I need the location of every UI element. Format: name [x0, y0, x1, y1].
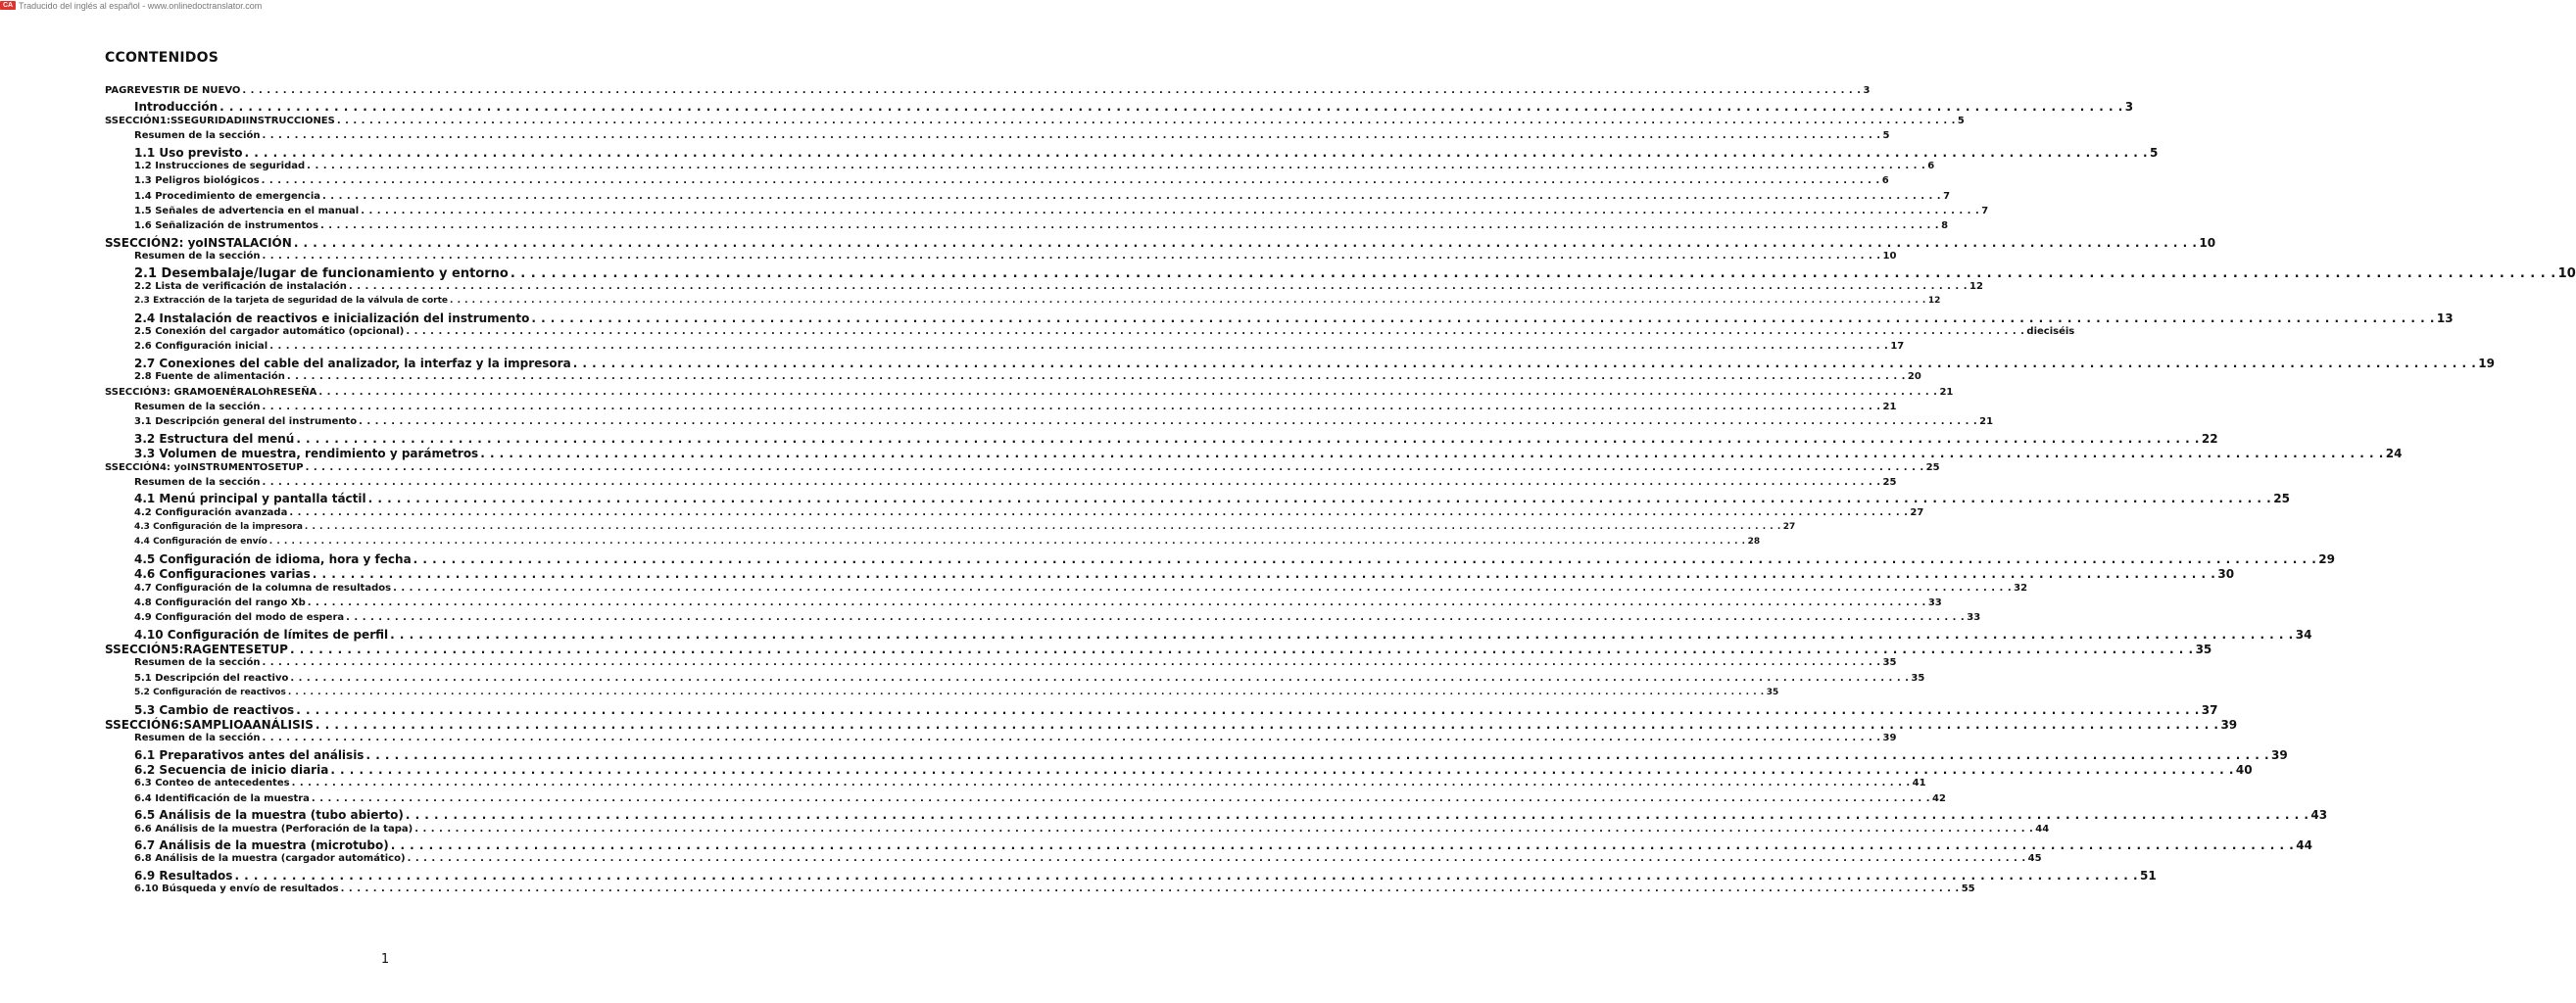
dot-leader: . . . . . . . . . . . . . . . . . . . . . . . . . . . . . . . . . . . . . . . . . . . . . . . . . . . . . . . . . . . . . . . . . . . . . . . . . . . . . . . . . . . . . . . . . . . . . . . . . . . . . . . . . . . . . . . . . . . . . . . . . . . . . . . . . . . . . . . . . . . . . . . . . . . . . . . . . . . . . . . . . . . . . . . . . . . . . . . . . . . . . . . . . . . . . . . . . . . . . . . .: [262, 657, 1881, 669]
dot-leader: . . . . . . . . . . . . . . . . . . . . . . . . . . . . . . . . . . . . . . . . . . . . . . . . . . . . . . . . . . . . . . . . . . . . . . . . . . . . . . . . . . . . . . . . . . . . . . . . . . . . . . . . . . . . . . . . . . . . . . . . . . . . . . . . . . . . . . . . . . . . . . . . . . . . . . . . . . . . . . . . . . . . . . . . . . . . . . . . . . . . . . . . . . . . . . . . . . . . . . . .: [262, 733, 1881, 744]
toc-entry-page: 55: [1961, 884, 1975, 895]
toc-entry-page: 41: [1912, 778, 1926, 789]
dot-leader: . . . . . . . . . . . . . . . . . . . . . . . . . . . . . . . . . . . . . . . . . . . . . . . . . . . . . . . . . . . . . . . . . . . . . . . . . . . . . . . . . . . . . . . . . . . . . . . . . . . . . . . . . . . . . . . . . . . . . . . . . . . . . . . . . . . . . . . . . . . . . . . . . . . . . . . . . . . . . . . . . . . . . . . . . . . . . . . . . . . . . . . . . . . . . . . . . . . . . . . .: [293, 235, 2198, 250]
toc-entry-page: 51: [2140, 868, 2157, 883]
dot-leader: . . . . . . . . . . . . . . . . . . . . . . . . . . . . . . . . . . . . . . . . . . . . . . . . . . . . . . . . . . . . . . . . . . . . . . . . . . . . . . . . . . . . . . . . . . . . . . . . . . . . . . . . . . . . . . . . . . . . . . . . . . . . . . . . . . . . . . . . . . . . . . . . . . . . . . . . . . . . . . . . . . . . . . . . . . . . . . . . . . . . . . . . . . . . . . . . . . . . . . . .: [262, 130, 1881, 142]
dot-leader: . . . . . . . . . . . . . . . . . . . . . . . . . . . . . . . . . . . . . . . . . . . . . . . . . . . . . . . . . . . . . . . . . . . . . . . . . . . . . . . . . . . . . . . . . . . . . . . . . . . . . . . . . . . . . . . . . . . . . . . . . . . . . . . . . . . . . . . . . . . . . . . . . . . . . . . . . . . . . . . . . . . . . . . . . . . . . . . . . . . . . . . . . . . . . . . . . . . . . . . .: [268, 537, 1746, 548]
toc-entry[interactable]: [134, 100, 2134, 115]
toc-entry-label: SSECCIÓN1:SSEGURIDADIINSTRUCCIONES: [105, 115, 335, 126]
toc-entry-label: 4.10 Configuración de límites de perfil: [134, 627, 389, 642]
dot-leader: . . . . . . . . . . . . . . . . . . . . . . . . . . . . . . . . . . . . . . . . . . . . . . . . . . . . . . . . . . . . . . . . . . . . . . . . . . . . . . . . . . . . . . . . . . . . . . . . . . . . . . . . . . . . . . . . . . . . . . . . . . . . . . . . . . . . . . . . . . . . . . . . . . . . . . . . . . . . . . . . . . . . . . . . . . . . . . . . . . . . . . . . . . . . . . . . . . . . . . . .: [390, 838, 2295, 852]
toc-entry-label: 3.2 Estructura del menú: [134, 431, 295, 446]
toc-entry[interactable]: [134, 265, 2576, 281]
dot-leader: . . . . . . . . . . . . . . . . . . . . . . . . . . . . . . . . . . . . . . . . . . . . . . . . . . . . . . . . . . . . . . . . . . . . . . . . . . . . . . . . . . . . . . . . . . . . . . . . . . . . . . . . . . . . . . . . . . . . . . . . . . . . . . . . . . . . . . . . . . . . . . . . . . . . . . . . . . . . . . . . . . . . . . . . . . . . . . . . . . . . . . . . . . . . . . . . . . . . . . . .: [315, 717, 2219, 732]
toc-entry-page: 29: [2318, 551, 2335, 566]
toc-entry[interactable]: [105, 643, 2212, 657]
page-title: CCONTENIDOS: [105, 50, 219, 66]
toc-entry[interactable]: [134, 838, 2312, 852]
toc-entry-page: 39: [2271, 747, 2288, 762]
toc-entry[interactable]: [105, 386, 1954, 398]
dot-leader: . . . . . . . . . . . . . . . . . . . . . . . . . . . . . . . . . . . . . . . . . . . . . . . . . . . . . . . . . . . . . . . . . . . . . . . . . . . . . . . . . . . . . . . . . . . . . . . . . . . . . . . . . . . . . . . . . . . . . . . . . . . . . . . . . . . . . . . . . . . . . . . . . . . . . . . . . . . . . . . . . . . . . . . . . . . . . . . . . . . . . . . . . . . . . . . . . . . . . . . .: [348, 280, 1968, 292]
toc-entry-page: 44: [2035, 823, 2050, 835]
toc-entry-label: 2.2 Lista de verificación de instalación: [134, 280, 347, 292]
toc-entry-page: 35: [1766, 688, 1779, 698]
dot-leader: . . . . . . . . . . . . . . . . . . . . . . . . . . . . . . . . . . . . . . . . . . . . . . . . . . . . . . . . . . . . . . . . . . . . . . . . . . . . . . . . . . . . . . . . . . . . . . . . . . . . . . . . . . . . . . . . . . . . . . . . . . . . . . . . . . . . . . . . . . . . . . . . . . . . . . . . . . . . . . . . . . . . . . . . . . . . . . . . . . . . . . . . . . . . . . . . . . . . . . . .: [413, 551, 2317, 566]
toc-entry-page: 21: [1939, 386, 1954, 398]
dot-leader: . . . . . . . . . . . . . . . . . . . . . . . . . . . . . . . . . . . . . . . . . . . . . . . . . . . . . . . . . . . . . . . . . . . . . . . . . . . . . . . . . . . . . . . . . . . . . . . . . . . . . . . . . . . . . . . . . . . . . . . . . . . . . . . . . . . . . . . . . . . . . . . . . . . . . . . . . . . . . . . . . . . . . . . . . . . . . . . . . . . . . . . . . . . . . . . . . . . . . . . .: [296, 431, 2200, 446]
dot-leader: . . . . . . . . . . . . . . . . . . . . . . . . . . . . . . . . . . . . . . . . . . . . . . . . . . . . . . . . . . . . . . . . . . . . . . . . . . . . . . . . . . . . . . . . . . . . . . . . . . . . . . . . . . . . . . . . . . . . . . . . . . . . . . . . . . . . . . . . . . . . . . . . . . . . . . . . . . . . . . . . . . . . . . . . . . . . . . . . . . . . . . . . . . . . . . . . . . . . . . . .: [319, 220, 1940, 232]
toc-entry-label: 6.4 Identificación de la muestra: [134, 792, 310, 804]
toc-entry-label: 6.5 Análisis de la muestra (tubo abierto): [134, 808, 404, 823]
toc-entry-page: 44: [2296, 838, 2312, 852]
toc-entry-label: SSECCIÓN2: yoINSTALACIÓN: [105, 235, 292, 250]
dot-leader: . . . . . . . . . . . . . . . . . . . . . . . . . . . . . . . . . . . . . . . . . . . . . . . . . . . . . . . . . . . . . . . . . . . . . . . . . . . . . . . . . . . . . . . . . . . . . . . . . . . . . . . . . . . . . . . . . . . . . . . . . . . . . . . . . . . . . . . . . . . . . . . . . . . . . . . . . . . . . . . . . . . . . . . . . . . . . . . . . . . . . . . . . . . . . . . . . . . . . . . .: [290, 672, 1910, 684]
dot-leader: . . . . . . . . . . . . . . . . . . . . . . . . . . . . . . . . . . . . . . . . . . . . . . . . . . . . . . . . . . . . . . . . . . . . . . . . . . . . . . . . . . . . . . . . . . . . . . . . . . . . . . . . . . . . . . . . . . . . . . . . . . . . . . . . . . . . . . . . . . . . . . . . . . . . . . . . . . . . . . . . . . . . . . . . . . . . . . . . . . . . . . . . . . . . . . . . . . . . . . . .: [406, 326, 2025, 338]
dot-leader: . . . . . . . . . . . . . . . . . . . . . . . . . . . . . . . . . . . . . . . . . . . . . . . . . . . . . . . . . . . . . . . . . . . . . . . . . . . . . . . . . . . . . . . . . . . . . . . . . . . . . . . . . . . . . . . . . . . . . . . . . . . . . . . . . . . . . . . . . . . . . . . . . . . . . . . . . . . . . . . . . . . . . . . . . . . . . . . . . . . . . . . . . . . . . . . . . . . . . . . .: [262, 401, 1881, 412]
toc-entry-page: 20: [1907, 371, 1921, 383]
toc-entry-label: 1.4 Procedimiento de emergencia: [134, 190, 321, 202]
toc-entry[interactable]: [134, 506, 1924, 518]
dot-leader: . . . . . . . . . . . . . . . . . . . . . . . . . . . . . . . . . . . . . . . . . . . . . . . . . . . . . . . . . . . . . . . . . . . . . . . . . . . . . . . . . . . . . . . . . . . . . . . . . . . . . . . . . . . . . . . . . . . . . . . . . . . . . . . . . . . . . . . . . . . . . . . . . . . . . . . . . . . . . . . . . . . . . . . . . . . . . . . . . . . . . . . . . . . . . . . . . . . . . . . .: [450, 296, 1926, 307]
toc-entry-label: 1.6 Señalización de instrumentos: [134, 220, 318, 232]
toc-entry-label: 6.10 Búsqueda y envío de resultados: [134, 884, 339, 895]
toc-entry-page: 39: [1882, 733, 1897, 744]
toc-entry[interactable]: [134, 567, 2235, 582]
toc-entry[interactable]: [134, 220, 1949, 232]
toc-entry-label: Resumen de la sección: [134, 476, 261, 488]
dot-leader: . . . . . . . . . . . . . . . . . . . . . . . . . . . . . . . . . . . . . . . . . . . . . . . . . . . . . . . . . . . . . . . . . . . . . . . . . . . . . . . . . . . . . . . . . . . . . . . . . . . . . . . . . . . . . . . . . . . . . . . . . . . . . . . . . . . . . . . . . . . . . . . . . . . . . . . . . . . . . . . . . . . . . . . . . . . . . . . . . . . . . . . . . . . . . . . . . . . . . . . .: [336, 115, 1956, 126]
toc-entry-label: 4.9 Configuración del modo de espera: [134, 612, 345, 624]
toc-entry-label: 6.8 Análisis de la muestra (cargador automático): [134, 853, 406, 865]
toc-entry-label: 6.1 Preparativos antes del análisis: [134, 747, 365, 762]
toc-entry-page: 42: [1932, 792, 1946, 804]
toc-entry-page: 12: [1969, 280, 1983, 292]
toc-entry[interactable]: [105, 461, 1940, 473]
toc-entry-page: 24: [2385, 447, 2403, 461]
toc-entry-label: 2.1 Desembalaje/lugar de funcionamiento y entorno: [134, 265, 509, 281]
toc-entry-label: 6.7 Análisis de la muestra (microtubo): [134, 838, 389, 852]
toc-entry[interactable]: [105, 115, 1965, 126]
toc-entry-label: 1.2 Instrucciones de seguridad: [134, 160, 306, 171]
toc-entry-label: 4.2 Configuración avanzada: [134, 506, 288, 518]
dot-leader: . . . . . . . . . . . . . . . . . . . . . . . . . . . . . . . . . . . . . . . . . . . . . . . . . . . . . . . . . . . . . . . . . . . . . . . . . . . . . . . . . . . . . . . . . . . . . . . . . . . . . . . . . . . . . . . . . . . . . . . . . . . . . . . . . . . . . . . . . . . . . . . . . . . . . . . . . . . . . . . . . . . . . . . . . . . . . . . . . . . . . . . . . . . . . . . . . . . . . . . .: [407, 853, 2026, 865]
dot-leader: . . . . . . . . . . . . . . . . . . . . . . . . . . . . . . . . . . . . . . . . . . . . . . . . . . . . . . . . . . . . . . . . . . . . . . . . . . . . . . . . . . . . . . . . . . . . . . . . . . . . . . . . . . . . . . . . . . . . . . . . . . . . . . . . . . . . . . . . . . . . . . . . . . . . . . . . . . . . . . . . . . . . . . . . . . . . . . . . . . . . . . . . . . . . . . . . . . . . . . . .: [405, 808, 2309, 823]
toc-entry-label: 4.1 Menú principal y pantalla táctil: [134, 492, 366, 506]
dot-leader: . . . . . . . . . . . . . . . . . . . . . . . . . . . . . . . . . . . . . . . . . . . . . . . . . . . . . . . . . . . . . . . . . . . . . . . . . . . . . . . . . . . . . . . . . . . . . . . . . . . . . . . . . . . . . . . . . . . . . . . . . . . . . . . . . . . . . . . . . . . . . . . . . . . . . . . . . . . . . . . . . . . . . . . . . . . . . . . . . . . . . . . . . . . . . . . . . . . . . . . .: [289, 643, 2194, 657]
toc-entry-label: 1.3 Peligros biológicos: [134, 175, 260, 187]
toc-entry-label: Resumen de la sección: [134, 657, 261, 669]
toc-entry-page: 34: [2295, 627, 2312, 642]
page-number: 1: [380, 952, 390, 967]
toc-entry-label: Resumen de la sección: [134, 251, 261, 263]
toc-entry[interactable]: [134, 431, 2218, 446]
toc-entry-label: 5.1 Descripción del reactivo: [134, 672, 289, 684]
toc-entry-page: 21: [1979, 416, 1994, 428]
toc-entry-label: Resumen de la sección: [134, 130, 261, 142]
toc-entry-page: 35: [2195, 643, 2212, 657]
dot-leader: . . . . . . . . . . . . . . . . . . . . . . . . . . . . . . . . . . . . . . . . . . . . . . . . . . . . . . . . . . . . . . . . . . . . . . . . . . . . . . . . . . . . . . . . . . . . . . . . . . . . . . . . . . . . . . . . . . . . . . . . . . . . . . . . . . . . . . . . . . . . . . . . . . . . . . . . . . . . . . . . . . . . . . . . . . . . . . . . . . . . . . . . . . . . . . . . . . . . . . . .: [244, 145, 2149, 160]
toc-entry-label: SSECCIÓN3: GRAMOENÉRALOhRESEÑA: [105, 386, 317, 398]
toc-entry[interactable]: [134, 175, 1889, 187]
toc-entry-page: 12: [1927, 296, 1941, 307]
toc-entry[interactable]: [134, 190, 1951, 202]
toc-entry[interactable]: [134, 884, 1975, 895]
dot-leader: . . . . . . . . . . . . . . . . . . . . . . . . . . . . . . . . . . . . . . . . . . . . . . . . . . . . . . . . . . . . . . . . . . . . . . . . . . . . . . . . . . . . . . . . . . . . . . . . . . . . . . . . . . . . . . . . . . . . . . . . . . . . . . . . . . . . . . . . . . . . . . . . . . . . . . . . . . . . . . . . . . . . . . . . . . . . . . . . . . . . . . . . . . . . . . . . . . . . . . . .: [262, 476, 1881, 488]
dot-leader: . . . . . . . . . . . . . . . . . . . . . . . . . . . . . . . . . . . . . . . . . . . . . . . . . . . . . . . . . . . . . . . . . . . . . . . . . . . . . . . . . . . . . . . . . . . . . . . . . . . . . . . . . . . . . . . . . . . . . . . . . . . . . . . . . . . . . . . . . . . . . . . . . . . . . . . . . . . . . . . . . . . . . . . . . . . . . . . . . . . . . . . . . . . . . . . . . . . . . . . .: [480, 447, 2384, 461]
toc-entry[interactable]: [134, 792, 1946, 804]
toc-entry-page: 13: [2436, 310, 2454, 325]
toc-entry[interactable]: [134, 296, 1941, 307]
toc-entry[interactable]: [105, 85, 1871, 96]
toc-entry-label: SSECCIÓN5:RAGENTESETUP: [105, 643, 288, 657]
dot-leader: . . . . . . . . . . . . . . . . . . . . . . . . . . . . . . . . . . . . . . . . . . . . . . . . . . . . . . . . . . . . . . . . . . . . . . . . . . . . . . . . . . . . . . . . . . . . . . . . . . . . . . . . . . . . . . . . . . . . . . . . . . . . . . . . . . . . . . . . . . . . . . . . . . . . . . . . . . . . . . . . . . . . . . . . . . . . . . . . . . . . . . . . . . . . . . . . . . . . . . . .: [414, 823, 2034, 835]
toc-entry-label: Resumen de la sección: [134, 401, 261, 412]
dot-leader: . . . . . . . . . . . . . . . . . . . . . . . . . . . . . . . . . . . . . . . . . . . . . . . . . . . . . . . . . . . . . . . . . . . . . . . . . . . . . . . . . . . . . . . . . . . . . . . . . . . . . . . . . . . . . . . . . . . . . . . . . . . . . . . . . . . . . . . . . . . . . . . . . . . . . . . . . . . . . . . . . . . . . . . . . . . . . . . . . . . . . . . . . . . . . . . . . . . . . . . .: [365, 747, 2270, 762]
toc-entry-page: 37: [2201, 702, 2218, 717]
toc-entry-page: 6: [1927, 160, 1935, 171]
dot-leader: . . . . . . . . . . . . . . . . . . . . . . . . . . . . . . . . . . . . . . . . . . . . . . . . . . . . . . . . . . . . . . . . . . . . . . . . . . . . . . . . . . . . . . . . . . . . . . . . . . . . . . . . . . . . . . . . . . . . . . . . . . . . . . . . . . . . . . . . . . . . . . . . . . . . . . . . . . . . . . . . . . . . . . . . . . . . . . . . . . . . . . . . . . . . . . . . . . . . . . . .: [307, 160, 1926, 171]
dot-leader: . . . . . . . . . . . . . . . . . . . . . . . . . . . . . . . . . . . . . . . . . . . . . . . . . . . . . . . . . . . . . . . . . . . . . . . . . . . . . . . . . . . . . . . . . . . . . . . . . . . . . . . . . . . . . . . . . . . . . . . . . . . . . . . . . . . . . . . . . . . . . . . . . . . . . . . . . . . . . . . . . . . . . . . . . . . . . . . . . . . . . . . . . . . . . . . . . . . . . . . .: [367, 492, 2272, 506]
dot-leader: . . . . . . . . . . . . . . . . . . . . . . . . . . . . . . . . . . . . . . . . . . . . . . . . . . . . . . . . . . . . . . . . . . . . . . . . . . . . . . . . . . . . . . . . . . . . . . . . . . . . . . . . . . . . . . . . . . . . . . . . . . . . . . . . . . . . . . . . . . . . . . . . . . . . . . . . . . . . . . . . . . . . . . . . . . . . . . . . . . . . . . . . . . . . . . . . . . . . . . . .: [262, 251, 1881, 263]
dot-leader: . . . . . . . . . . . . . . . . . . . . . . . . . . . . . . . . . . . . . . . . . . . . . . . . . . . . . . . . . . . . . . . . . . . . . . . . . . . . . . . . . . . . . . . . . . . . . . . . . . . . . . . . . . . . . . . . . . . . . . . . . . . . . . . . . . . . . . . . . . . . . . . . . . . . . . . . . . . . . . . . . . . . . . . . . . . . . . . . . . . . . . . . . . . . . . . . . . . . . . . .: [390, 627, 2294, 642]
toc-entry-label: 2.4 Instalación de reactivos e inicialización del instrumento: [134, 310, 530, 325]
toc-entry-label: 6.9 Resultados: [134, 868, 233, 883]
toc-entry[interactable]: [134, 537, 1761, 548]
toc-entry[interactable]: [134, 808, 2328, 823]
dot-leader: . . . . . . . . . . . . . . . . . . . . . . . . . . . . . . . . . . . . . . . . . . . . . . . . . . . . . . . . . . . . . . . . . . . . . . . . . . . . . . . . . . . . . . . . . . . . . . . . . . . . . . . . . . . . . . . . . . . . . . . . . . . . . . . . . . . . . . . . . . . . . . . . . . . . . . . . . . . . . . . . . . . . . . . . . . . . . . . . . . . . . . . . . . . . . . . . . . . . . . . .: [346, 612, 1966, 624]
toc-entry[interactable]: [134, 823, 2050, 835]
toc-entry-label: PAGREVESTIR DE NUEVO: [105, 85, 241, 96]
toc-entry-label: 6.2 Secuencia de inicio diaria: [134, 763, 329, 778]
dot-leader: . . . . . . . . . . . . . . . . . . . . . . . . . . . . . . . . . . . . . . . . . . . . . . . . . . . . . . . . . . . . . . . . . . . . . . . . . . . . . . . . . . . . . . . . . . . . . . . . . . . . . . . . . . . . . . . . . . . . . . . . . . . . . . . . . . . . . . . . . . . . . . . . . . . . . . . . . . . . . . . . . . . . . . . . . . . . . . . . . . . . . . . . . . . . . . . . . . . . . . . .: [269, 341, 1889, 353]
toc-entry-page: 25: [2273, 492, 2290, 506]
toc-entry-page: 27: [1782, 522, 1796, 533]
toc-entry-page: 5: [1882, 130, 1890, 142]
dot-leader: . . . . . . . . . . . . . . . . . . . . . . . . . . . . . . . . . . . . . . . . . . . . . . . . . . . . . . . . . . . . . . . . . . . . . . . . . . . . . . . . . . . . . . . . . . . . . . . . . . . . . . . . . . . . . . . . . . . . . . . . . . . . . . . . . . . . . . . . . . . . . . . . . . . . . . . . . . . . . . . . . . . . . . . . . . . . . . . . . . . . . . . . . . . . . . . . . . . . . . . .: [219, 100, 2123, 115]
toc-entry-label: Resumen de la sección: [134, 733, 261, 744]
toc-entry[interactable]: [134, 733, 1897, 744]
toc-entry-page: 7: [1981, 206, 1989, 217]
toc-entry-label: 1.5 Señales de advertencia en el manual: [134, 206, 360, 217]
toc-entry-page: 43: [2310, 808, 2328, 823]
toc-entry-label: 4.4 Configuración de envío: [134, 537, 267, 548]
translation-banner-text: Traducido del inglés al español - www.onlinedoctranslator.com: [19, 0, 263, 11]
toc-entry-page: 33: [1927, 597, 1942, 608]
toc-entry[interactable]: [134, 371, 1921, 383]
toc-entry[interactable]: [134, 868, 2157, 883]
toc-entry-page: 7: [1943, 190, 1951, 202]
toc-entry[interactable]: [105, 235, 2216, 250]
toc-entry[interactable]: [134, 356, 2495, 370]
toc-entry-label: 6.6 Análisis de la muestra (Perforación de la tapa): [134, 823, 413, 835]
toc-entry-label: 2.3 Extracción de la tarjeta de seguridad de la válvula de corte: [134, 296, 449, 307]
dot-leader: . . . . . . . . . . . . . . . . . . . . . . . . . . . . . . . . . . . . . . . . . . . . . . . . . . . . . . . . . . . . . . . . . . . . . . . . . . . . . . . . . . . . . . . . . . . . . . . . . . . . . . . . . . . . . . . . . . . . . . . . . . . . . . . . . . . . . . . . . . . . . . . . . . . . . . . . . . . . . . . . . . . . . . . . . . . . . . . . . . . . . . . . . . . . . . . . . . . . . . . .: [234, 868, 2139, 883]
toc-entry-page: 45: [2027, 853, 2042, 865]
toc-entry-page: 5: [2150, 145, 2159, 160]
toc-entry-label: 4.6 Configuraciones varias: [134, 567, 311, 582]
toc-entry-page: 22: [2201, 431, 2218, 446]
toc-entry-label: 4.7 Configuración de la columna de resultados: [134, 582, 392, 594]
toc-entry-page: 28: [1747, 537, 1761, 548]
toc-entry[interactable]: [134, 206, 1989, 217]
toc-entry[interactable]: [134, 280, 1983, 292]
dot-leader: . . . . . . . . . . . . . . . . . . . . . . . . . . . . . . . . . . . . . . . . . . . . . . . . . . . . . . . . . . . . . . . . . . . . . . . . . . . . . . . . . . . . . . . . . . . . . . . . . . . . . . . . . . . . . . . . . . . . . . . . . . . . . . . . . . . . . . . . . . . . . . . . . . . . . . . . . . . . . . . . . . . . . . . . . . . . . . . . . . . . . . . . . . . . . . . . . . . . . . . .: [291, 778, 1911, 789]
dot-leader: . . . . . . . . . . . . . . . . . . . . . . . . . . . . . . . . . . . . . . . . . . . . . . . . . . . . . . . . . . . . . . . . . . . . . . . . . . . . . . . . . . . . . . . . . . . . . . . . . . . . . . . . . . . . . . . . . . . . . . . . . . . . . . . . . . . . . . . . . . . . . . . . . . . . . . . . . . . . . . . . . . . . . . . . . . . . . . . . . . . . . . . . . . . . . . . . . . . . . . . .: [289, 506, 1909, 518]
dot-leader: . . . . . . . . . . . . . . . . . . . . . . . . . . . . . . . . . . . . . . . . . . . . . . . . . . . . . . . . . . . . . . . . . . . . . . . . . . . . . . . . . . . . . . . . . . . . . . . . . . . . . . . . . . . . . . . . . . . . . . . . . . . . . . . . . . . . . . . . . . . . . . . . . . . . . . . . . . . . . . . . . . . . . . . . . . . . . . . . . . . . . . . . . . . . . . . . . . . . . . . .: [311, 792, 1930, 804]
translation-banner: [0, 0, 262, 11]
toc-entry-label: SSECCIÓN4: yoINSTRUMENTOSETUP: [105, 461, 304, 473]
toc-entry-label: Introducción: [134, 100, 219, 115]
toc-entry-page: 17: [1890, 341, 1905, 353]
toc-entry[interactable]: [134, 401, 1897, 412]
toc-entry-label: 2.6 Configuración inicial: [134, 341, 268, 353]
dot-leader: . . . . . . . . . . . . . . . . . . . . . . . . . . . . . . . . . . . . . . . . . . . . . . . . . . . . . . . . . . . . . . . . . . . . . . . . . . . . . . . . . . . . . . . . . . . . . . . . . . . . . . . . . . . . . . . . . . . . . . . . . . . . . . . . . . . . . . . . . . . . . . . . . . . . . . . . . . . . . . . . . . . . . . . . . . . . . . . . . . . . . . . . . . . . . . . . . . . . . . . .: [318, 386, 1938, 398]
toc-entry-page: 3: [1863, 85, 1871, 96]
toc-entry-page: 21: [1882, 401, 1897, 412]
toc-entry-label: 5.2 Configuración de reactivos: [134, 688, 286, 698]
toc-entry-page: 3: [2124, 100, 2134, 115]
dot-leader: . . . . . . . . . . . . . . . . . . . . . . . . . . . . . . . . . . . . . . . . . . . . . . . . . . . . . . . . . . . . . . . . . . . . . . . . . . . . . . . . . . . . . . . . . . . . . . . . . . . . . . . . . . . . . . . . . . . . . . . . . . . . . . . . . . . . . . . . . . . . . . . . . . . . . . . . . . . . . . . . . . . . . . . . . . . . . . . . . . . . . . . . . . . . . . . . . . . . . . . .: [305, 461, 1924, 473]
toc-entry[interactable]: [134, 522, 1796, 533]
toc-entry-page: 19: [2478, 356, 2495, 370]
toc-entry[interactable]: [134, 672, 1925, 684]
dot-leader: . . . . . . . . . . . . . . . . . . . . . . . . . . . . . . . . . . . . . . . . . . . . . . . . . . . . . . . . . . . . . . . . . . . . . . . . . . . . . . . . . . . . . . . . . . . . . . . . . . . . . . . . . . . . . . . . . . . . . . . . . . . . . . . . . . . . . . . . . . . . . . . . . . . . . . . . . . . . . . . . . . . . . . . . . . . . . . . . . . . . . . . . . . . . . . . . . . . . . . . .: [296, 702, 2200, 717]
toc-entry-page: 27: [1910, 506, 1924, 518]
dot-leader: . . . . . . . . . . . . . . . . . . . . . . . . . . . . . . . . . . . . . . . . . . . . . . . . . . . . . . . . . . . . . . . . . . . . . . . . . . . . . . . . . . . . . . . . . . . . . . . . . . . . . . . . . . . . . . . . . . . . . . . . . . . . . . . . . . . . . . . . . . . . . . . . . . . . . . . . . . . . . . . . . . . . . . . . . . . . . . . . . . . . . . . . . . . . . . . . . . . . . . . .: [242, 85, 1862, 96]
toc-entry-label: 2.8 Fuente de alimentación: [134, 371, 285, 383]
toc-entry-label: 2.5 Conexión del cargador automático (opcional): [134, 326, 405, 338]
toc-entry-label: 2.7 Conexiones del cable del analizador, la interfaz y la impresora: [134, 356, 571, 370]
toc-entry[interactable]: [134, 763, 2253, 778]
toc-entry-page: 33: [1967, 612, 1981, 624]
toc-entry-label: 4.3 Configuración de la impresora: [134, 522, 303, 533]
toc-entry[interactable]: [134, 145, 2159, 160]
toc-entry[interactable]: [134, 130, 1890, 142]
dot-leader: . . . . . . . . . . . . . . . . . . . . . . . . . . . . . . . . . . . . . . . . . . . . . . . . . . . . . . . . . . . . . . . . . . . . . . . . . . . . . . . . . . . . . . . . . . . . . . . . . . . . . . . . . . . . . . . . . . . . . . . . . . . . . . . . . . . . . . . . . . . . . . . . . . . . . . . . . . . . . . . . . . . . . . . . . . . . . . . . . . . . . . . . . . . . . . . . . . . . . . . .: [330, 763, 2234, 778]
toc-entry-label: 6.3 Conteo de antecedentes: [134, 778, 290, 789]
toc-entry[interactable]: [134, 597, 1942, 608]
toc-entry-page: 39: [2220, 717, 2238, 732]
toc-entry-label: 5.3 Cambio de reactivos: [134, 702, 295, 717]
toc-entry-page: 25: [1882, 476, 1897, 488]
toc-entry-page: 35: [1911, 672, 1925, 684]
dot-leader: . . . . . . . . . . . . . . . . . . . . . . . . . . . . . . . . . . . . . . . . . . . . . . . . . . . . . . . . . . . . . . . . . . . . . . . . . . . . . . . . . . . . . . . . . . . . . . . . . . . . . . . . . . . . . . . . . . . . . . . . . . . . . . . . . . . . . . . . . . . . . . . . . . . . . . . . . . . . . . . . . . . . . . . . . . . . . . . . . . . . . . . . . . . . . . . . . . . . . . . .: [361, 206, 1980, 217]
toc-entry-page: 35: [1882, 657, 1897, 669]
toc-entry-page: dieciséis: [2026, 326, 2075, 338]
toc-entry-page: 5: [1957, 115, 1965, 126]
toc-entry-page: 32: [2014, 582, 2028, 594]
toc-entry-page: 10: [2199, 235, 2216, 250]
dot-leader: . . . . . . . . . . . . . . . . . . . . . . . . . . . . . . . . . . . . . . . . . . . . . . . . . . . . . . . . . . . . . . . . . . . . . . . . . . . . . . . . . . . . . . . . . . . . . . . . . . . . . . . . . . . . . . . . . . . . . . . . . . . . . . . . . . . . . . . . . . . . . . . . . . . . . . . . . . . . . . . . . . . . . . . . . . . . . . . . . . . . . . . . . . . . . . . . . . . . . . . .: [286, 371, 1906, 383]
dot-leader: . . . . . . . . . . . . . . . . . . . . . . . . . . . . . . . . . . . . . . . . . . . . . . . . . . . . . . . . . . . . . . . . . . . . . . . . . . . . . . . . . . . . . . . . . . . . . . . . . . . . . . . . . . . . . . . . . . . . . . . . . . . . . . . . . . . . . . . . . . . . . . . . . . . . . . . . . . . . . . . . . . . . . . . . . . . . . . . . . . . . . . . . . . . . . . . . . . . . . . . .: [312, 567, 2216, 582]
dot-leader: . . . . . . . . . . . . . . . . . . . . . . . . . . . . . . . . . . . . . . . . . . . . . . . . . . . . . . . . . . . . . . . . . . . . . . . . . . . . . . . . . . . . . . . . . . . . . . . . . . . . . . . . . . . . . . . . . . . . . . . . . . . . . . . . . . . . . . . . . . . . . . . . . . . . . . . . . . . . . . . . . . . . . . . . . . . . . . . . . . . . . . . . . . . . . . . . . . . . . . . .: [572, 356, 2477, 370]
toc-entry-page: 30: [2217, 567, 2235, 582]
toc-entry[interactable]: [134, 702, 2218, 717]
toc-entry[interactable]: [134, 492, 2290, 506]
dot-leader: . . . . . . . . . . . . . . . . . . . . . . . . . . . . . . . . . . . . . . . . . . . . . . . . . . . . . . . . . . . . . . . . . . . . . . . . . . . . . . . . . . . . . . . . . . . . . . . . . . . . . . . . . . . . . . . . . . . . . . . . . . . . . . . . . . . . . . . . . . . . . . . . . . . . . . . . . . . . . . . . . . . . . . . . . . . . . . . . . . . . . . . . . . . . . . . . . . . . . . . .: [510, 265, 2556, 281]
toc-entry-page: 10: [2557, 265, 2576, 281]
toc-entry[interactable]: [134, 627, 2312, 642]
toc-entry-label: 4.5 Configuración de idioma, hora y fecha: [134, 551, 412, 566]
toc-entry[interactable]: [134, 416, 1994, 428]
toc-entry[interactable]: [134, 310, 2454, 325]
toc-entry-page: 25: [1925, 461, 1940, 473]
dot-leader: . . . . . . . . . . . . . . . . . . . . . . . . . . . . . . . . . . . . . . . . . . . . . . . . . . . . . . . . . . . . . . . . . . . . . . . . . . . . . . . . . . . . . . . . . . . . . . . . . . . . . . . . . . . . . . . . . . . . . . . . . . . . . . . . . . . . . . . . . . . . . . . . . . . . . . . . . . . . . . . . . . . . . . . . . . . . . . . . . . . . . . . . . . . . . . . . . . . . . . . .: [531, 310, 2435, 325]
toc-entry[interactable]: [134, 341, 1905, 353]
toc-entry-page: 10: [1882, 251, 1897, 263]
toc-entry[interactable]: [134, 251, 1897, 263]
toc-entry[interactable]: [134, 582, 2028, 594]
toc-entry-page: 40: [2235, 763, 2253, 778]
toc-entry[interactable]: [134, 612, 1981, 624]
toc-entry[interactable]: [134, 778, 1926, 789]
toc-entry[interactable]: [134, 551, 2335, 566]
dot-leader: . . . . . . . . . . . . . . . . . . . . . . . . . . . . . . . . . . . . . . . . . . . . . . . . . . . . . . . . . . . . . . . . . . . . . . . . . . . . . . . . . . . . . . . . . . . . . . . . . . . . . . . . . . . . . . . . . . . . . . . . . . . . . . . . . . . . . . . . . . . . . . . . . . . . . . . . . . . . . . . . . . . . . . . . . . . . . . . . . . . . . . . . . . . . . . . . . . . . . . . .: [307, 597, 1926, 608]
dot-leader: . . . . . . . . . . . . . . . . . . . . . . . . . . . . . . . . . . . . . . . . . . . . . . . . . . . . . . . . . . . . . . . . . . . . . . . . . . . . . . . . . . . . . . . . . . . . . . . . . . . . . . . . . . . . . . . . . . . . . . . . . . . . . . . . . . . . . . . . . . . . . . . . . . . . . . . . . . . . . . . . . . . . . . . . . . . . . . . . . . . . . . . . . . . . . . . . . . . . . . . .: [359, 416, 1978, 428]
toc-entry-label: SSECCIÓN6:SAMPLIOAANÁLISIS: [105, 717, 314, 732]
toc-entry[interactable]: [134, 688, 1779, 698]
dot-leader: . . . . . . . . . . . . . . . . . . . . . . . . . . . . . . . . . . . . . . . . . . . . . . . . . . . . . . . . . . . . . . . . . . . . . . . . . . . . . . . . . . . . . . . . . . . . . . . . . . . . . . . . . . . . . . . . . . . . . . . . . . . . . . . . . . . . . . . . . . . . . . . . . . . . . . . . . . . . . . . . . . . . . . . . . . . . . . . . . . . . . . . . . . . . . . . . . . . . . . . .: [261, 175, 1880, 187]
toc-entry[interactable]: [134, 326, 2075, 338]
toc-entry[interactable]: [134, 657, 1897, 669]
toc-entry[interactable]: [105, 717, 2238, 732]
toc-entry-label: 4.8 Configuración del rango Xb: [134, 597, 306, 608]
dot-leader: . . . . . . . . . . . . . . . . . . . . . . . . . . . . . . . . . . . . . . . . . . . . . . . . . . . . . . . . . . . . . . . . . . . . . . . . . . . . . . . . . . . . . . . . . . . . . . . . . . . . . . . . . . . . . . . . . . . . . . . . . . . . . . . . . . . . . . . . . . . . . . . . . . . . . . . . . . . . . . . . . . . . . . . . . . . . . . . . . . . . . . . . . . . . . . . . . . . . . . . .: [304, 522, 1781, 533]
toc-entry-page: 8: [1941, 220, 1949, 232]
toc-entry[interactable]: [134, 853, 2042, 865]
dot-leader: . . . . . . . . . . . . . . . . . . . . . . . . . . . . . . . . . . . . . . . . . . . . . . . . . . . . . . . . . . . . . . . . . . . . . . . . . . . . . . . . . . . . . . . . . . . . . . . . . . . . . . . . . . . . . . . . . . . . . . . . . . . . . . . . . . . . . . . . . . . . . . . . . . . . . . . . . . . . . . . . . . . . . . . . . . . . . . . . . . . . . . . . . . . . . . . . . . . . . . . .: [340, 884, 1960, 895]
toc-entry[interactable]: [134, 160, 1935, 171]
toc-entry-page: 6: [1881, 175, 1889, 187]
dot-leader: . . . . . . . . . . . . . . . . . . . . . . . . . . . . . . . . . . . . . . . . . . . . . . . . . . . . . . . . . . . . . . . . . . . . . . . . . . . . . . . . . . . . . . . . . . . . . . . . . . . . . . . . . . . . . . . . . . . . . . . . . . . . . . . . . . . . . . . . . . . . . . . . . . . . . . . . . . . . . . . . . . . . . . . . . . . . . . . . . . . . . . . . . . . . . . . . . . . . . . . .: [287, 688, 1765, 698]
toc-entry[interactable]: [134, 747, 2288, 762]
translator-logo-icon: CA: [0, 1, 16, 10]
toc-entry-label: 3.3 Volumen de muestra, rendimiento y parámetros: [134, 447, 479, 461]
toc-entry-label: 1.1 Uso previsto: [134, 145, 243, 160]
toc-entry[interactable]: [134, 476, 1897, 488]
dot-leader: . . . . . . . . . . . . . . . . . . . . . . . . . . . . . . . . . . . . . . . . . . . . . . . . . . . . . . . . . . . . . . . . . . . . . . . . . . . . . . . . . . . . . . . . . . . . . . . . . . . . . . . . . . . . . . . . . . . . . . . . . . . . . . . . . . . . . . . . . . . . . . . . . . . . . . . . . . . . . . . . . . . . . . . . . . . . . . . . . . . . . . . . . . . . . . . . . . . . . . . .: [393, 582, 2013, 594]
dot-leader: . . . . . . . . . . . . . . . . . . . . . . . . . . . . . . . . . . . . . . . . . . . . . . . . . . . . . . . . . . . . . . . . . . . . . . . . . . . . . . . . . . . . . . . . . . . . . . . . . . . . . . . . . . . . . . . . . . . . . . . . . . . . . . . . . . . . . . . . . . . . . . . . . . . . . . . . . . . . . . . . . . . . . . . . . . . . . . . . . . . . . . . . . . . . . . . . . . . . . . . .: [322, 190, 1942, 202]
toc-entry[interactable]: [134, 447, 2403, 461]
toc-entry-label: 3.1 Descripción general del instrumento: [134, 416, 358, 428]
